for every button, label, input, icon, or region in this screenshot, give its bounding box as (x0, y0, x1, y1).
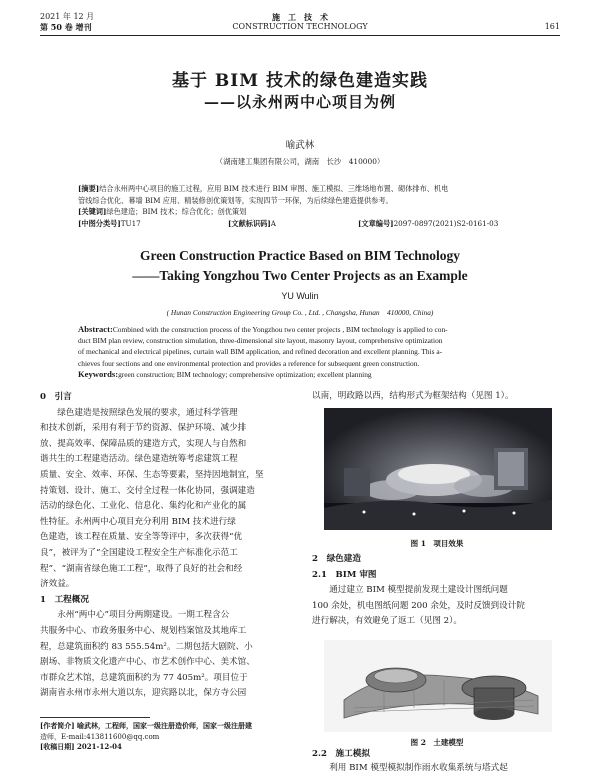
figure-2-image (324, 640, 552, 732)
section-1-heading: 1 工程概况 (40, 594, 89, 605)
abstract-cn-line1: 结合永州两中心项目的施工过程，应用 BIM 技术进行 BIM 审图、施工模拟、三维场地布置、砌体排布、机电 (99, 184, 449, 193)
text-line: 绿色建造是按照绿色发展的要求，通过科学管理 (40, 407, 238, 418)
header-date: 2021 年 12 月 (40, 12, 95, 21)
right-top-line: 以南，明政路以西，结构形式为框架结构（见图 1）。 (312, 391, 514, 401)
header-center (0, 12, 600, 32)
civil-model-drawing (324, 640, 552, 732)
affiliation-cn: （湖南建工集团有限公司，湖南 长沙 410000） (215, 157, 385, 166)
left-column (40, 390, 290, 702)
abstract-en (78, 324, 548, 380)
doc-code-value: A (270, 218, 276, 228)
abstract-cn (78, 183, 548, 230)
simulation-paragraph: 利用 BIM 模型模拟制作雨水收集系统与塔式起 (312, 763, 508, 773)
text-line: 色建造，该工程在质量、安全等等评中，多次获得“优 (40, 532, 243, 543)
journal-cn: 施 工 技 术 (272, 12, 328, 22)
header-rule (40, 35, 560, 36)
text-line: 持策划、设计、施工、交付全过程一体化协同，强调建造 (40, 485, 255, 496)
affiliation-en: ( Hunan Construction Engineering Group Co. , Ltd. , Changsha, Hunan 410000, China) (166, 308, 434, 317)
text-line: 进行解决，有效避免了返工（见图 2）。 (312, 616, 462, 627)
project-rendering (324, 408, 552, 530)
clc-label: [中图分类号] (78, 218, 121, 228)
text-line: 程，总建筑面积约 83 555.54m²。二期包括大剧院、小 (40, 641, 253, 652)
section-2-2 (312, 747, 562, 775)
journal-en: CONSTRUCTION TECHNOLOGY (232, 22, 368, 31)
right-column-body (312, 552, 562, 630)
keywords-en-label: Keywords: (78, 368, 119, 379)
text-line: 市群众艺术馆，总建筑面积约为 77 405m²。项目位于 (40, 672, 248, 683)
keywords-en: green construction; BIM technology; comprehensive optimization; excellent planning (118, 369, 372, 379)
figure-2-caption: 图 2 土建模型 (410, 738, 464, 747)
page-number: 161 (544, 22, 560, 31)
footnote-rule (40, 717, 150, 718)
text-line: 良”，被评为了“全国建设工程安全生产标准化示范工 (40, 547, 238, 558)
title-cn-line1: 基于 BIM 技术的绿色建造实践 (172, 71, 428, 91)
section-0-heading: 0 引言 (40, 392, 72, 402)
title-cn-line2: ——以永州两中心项目为例 (203, 93, 396, 111)
section-2-heading: 2 绿色建造 (312, 554, 361, 564)
text-line: 100 余处，机电图纸问题 200 余处，及时反馈到设计院 (312, 600, 525, 611)
footnote-author: [作者简介] 喻武林，工程师，国家一级注册造价师，国家一级注册建 (40, 721, 253, 730)
title-en-line2: ——Taking Yongzhou Two Center Projects as an Example (132, 268, 468, 283)
author-cn: 喻武林 (285, 140, 315, 151)
text-line: 济效益。 (40, 579, 75, 590)
keywords-cn-label: [关键词] (78, 207, 107, 216)
figure-1-caption: 图 1 项目效果 (410, 539, 464, 548)
bim-review-paragraph (312, 583, 562, 630)
intro-paragraph (40, 406, 290, 593)
article-no-label: [文章编号] (358, 218, 394, 228)
article-no-value: 2097-0897(2021)S2-0161-03 (393, 218, 499, 228)
clc-value: TU17 (120, 218, 141, 228)
abstract-cn-label: [摘要] (78, 184, 100, 193)
text-line: 性特征。永州两中心项目充分利用 BIM 技术进行绿 (40, 516, 236, 527)
abstract-en-line1: Combined with the construction process of the Yongzhou two center projects , BIM technology is applied to con- (112, 325, 448, 334)
text-line: 通过建立 BIM 模型提前发现土建设计图纸问题 (312, 585, 508, 596)
text-line: 程”、“湖南省绿色施工工程”，取得了良好的社会和经 (40, 563, 243, 574)
text-line: 活动的绿色化、工业化、信息化、集约化和产业化的属 (40, 501, 247, 512)
header-volume: 第 50 卷 增刊 (40, 22, 92, 32)
abstract-en-label: Abstract: (78, 324, 113, 334)
text-line: 剧场、非物质文化遗产中心、市艺术创作中心、美术馆、 (40, 657, 255, 668)
abstract-en-line2: duct BIM plan review, construction simulation, three-dimensional site layout, masonry layout, comprehensive optimization (78, 336, 443, 346)
footnote-received: [收稿日期] 2021-12-04 (40, 742, 122, 751)
footnote-email: 造师，E-mail:413811600@qq.com (40, 732, 160, 741)
text-line: 谐共生的工程建造活动。绿色建造统筹考虑建筑工程 (40, 454, 238, 465)
author-en: YU Wulin (281, 291, 319, 301)
abstract-en-line3: of mechanical and electrical pipelines, curtain wall BIM application, and refined decoration and excellent planning. This a- (78, 347, 443, 357)
text-line: 共服务中心、市政务服务中心、规划档案馆及其地库工 (40, 625, 247, 636)
abstract-en-line4: chieves four sections and one environmental protection and provides a reference for subsequent green construction. (78, 358, 420, 368)
keywords-cn: 绿色建造；BIM 技术；综合优化；创优策划 (106, 207, 247, 216)
abstract-cn-line2: 管线综合优化、幕墙 BIM 应用、精装修创优策划等，实现四节一环保，为后续绿色建造提供参考。 (78, 195, 393, 205)
text-line: 和技术创新，采用有利于节约资源、保护环境、减少排 (40, 423, 247, 434)
overview-paragraph (40, 608, 290, 702)
text-line: 永州“两中心”项目分两期建设。一期工程含公 (40, 610, 230, 621)
footnote (40, 721, 295, 753)
section-2-2-heading: 2.2 施工模拟 (312, 749, 370, 759)
text-line: 质量、安全、效率、环保、生态等要素，坚持因地制宜，坚 (40, 469, 264, 480)
title-en-line1: Green Construction Practice Based on BIM Technology (140, 248, 460, 263)
text-line: 湖南省永州市永州大道以东，迎宾路以北，保方寺公园 (40, 688, 247, 699)
text-line: 放、提高效率、保障品质的建造方式，实现人与自然和 (40, 438, 247, 449)
figure-1-image (324, 408, 552, 530)
section-2-1-heading: 2.1 BIM 审图 (312, 569, 377, 580)
doc-code-label: [文献标识码] (228, 218, 271, 228)
